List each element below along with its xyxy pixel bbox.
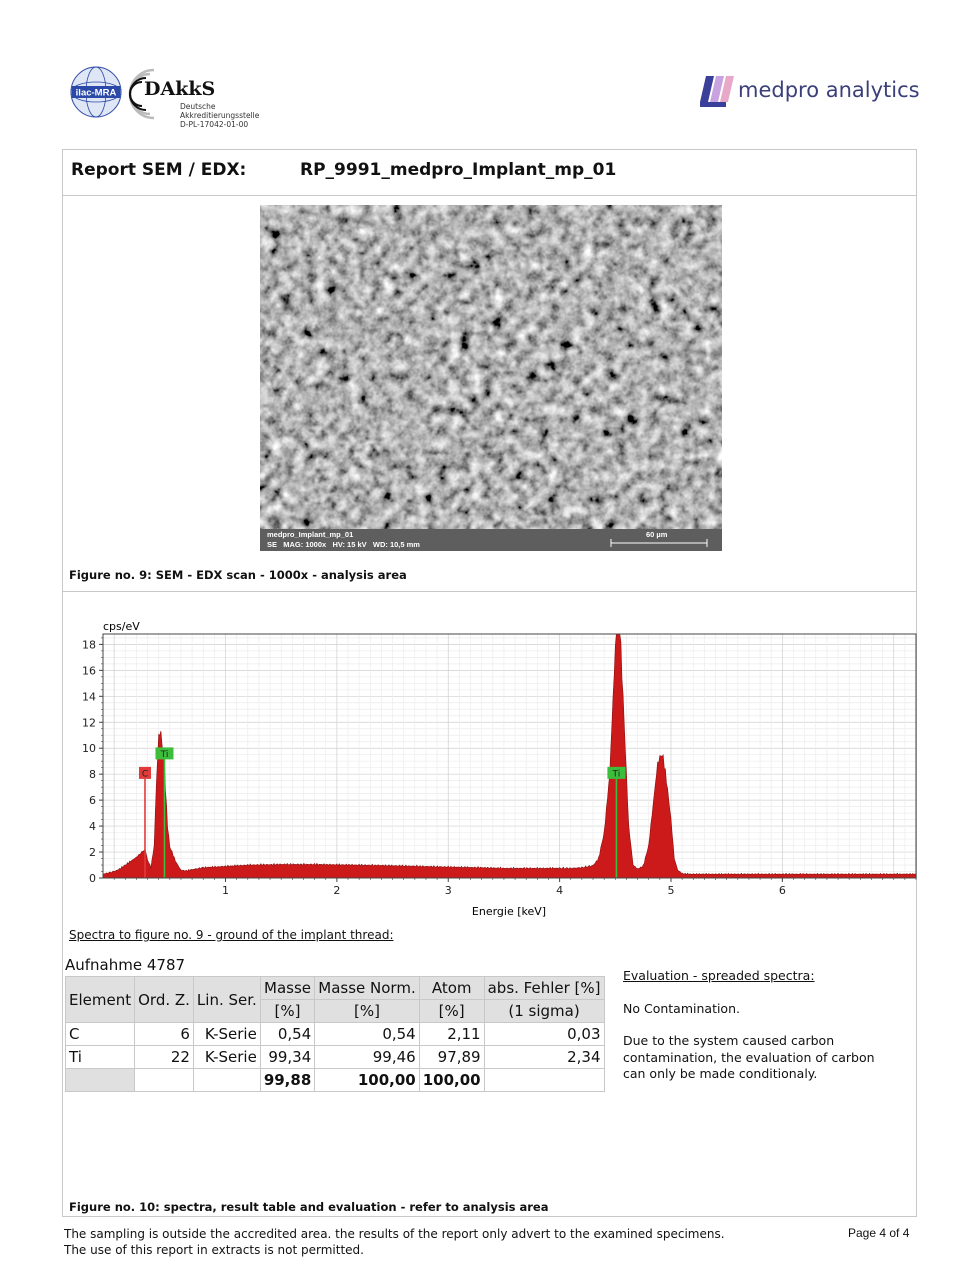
cell-masse: 99,34 — [260, 1046, 314, 1069]
y-tick-label: 18 — [82, 638, 96, 652]
sem-info-bar — [260, 529, 722, 551]
cell-total-masse-norm: 100,00 — [315, 1069, 419, 1092]
header-lin-ser: Lin. Ser. — [193, 977, 260, 1023]
header-masse-unit: [%] — [260, 1000, 314, 1023]
dakks-logo-text: DAkkS — [144, 78, 216, 100]
report-label: Report SEM / EDX: — [71, 160, 247, 180]
figure10-caption: Figure no. 10: spectra, result table and evaluation - refer to analysis area — [69, 1200, 549, 1214]
cell-masse: 0,54 — [260, 1023, 314, 1046]
report-id: RP_9991_medpro_Implant_mp_01 — [300, 160, 617, 180]
footer-line-2: The use of this report in extracts is not permitted. — [64, 1243, 364, 1257]
cell-total-empty — [135, 1069, 194, 1092]
cell-ord-z: 22 — [135, 1046, 194, 1069]
ilac-logo-text: ilac-MRA — [75, 87, 117, 99]
header-element: Element — [66, 977, 135, 1023]
cell-total-empty — [66, 1069, 135, 1092]
y-tick-label: 0 — [89, 872, 96, 885]
divider — [63, 195, 916, 196]
medpro-logo — [700, 74, 940, 110]
cell-masse-norm: 99,46 — [315, 1046, 419, 1069]
cell-ord-z: 6 — [135, 1023, 194, 1046]
y-tick-label: 12 — [82, 716, 96, 730]
y-tick-label: 10 — [82, 742, 96, 756]
cell-atom: 2,11 — [419, 1023, 484, 1046]
medpro-brand-text: medpro analytics — [738, 78, 920, 102]
marker-label: Ti — [160, 749, 169, 760]
medpro-logo-icon — [700, 74, 736, 108]
table-header-row — [66, 977, 605, 1000]
cell-abs-fehler: 2,34 — [484, 1046, 604, 1069]
sem-scale-bar — [610, 539, 708, 547]
cell-total-atom: 100,00 — [419, 1069, 484, 1092]
header-masse-norm-unit: [%] — [315, 1000, 419, 1023]
cell-total-masse: 99,88 — [260, 1069, 314, 1092]
cell-atom: 97,89 — [419, 1046, 484, 1069]
table-total-row — [66, 1069, 605, 1092]
header-masse-norm: Masse Norm. — [315, 977, 419, 1000]
header-abs-fehler-unit: (1 sigma) — [484, 1000, 604, 1023]
evaluation-title: Evaluation - spreaded spectra: — [623, 968, 815, 983]
x-tick-label: 1 — [222, 884, 230, 897]
evaluation-text-2: Due to the system caused carbon contamination, the evaluation of carbon can only be made conditionaly. — [623, 1033, 875, 1081]
cell-element: C — [66, 1023, 135, 1046]
sem-parameters: SE MAG: 1000x HV: 15 kV WD: 10,5 mm — [267, 540, 420, 549]
y-tick-label: 14 — [82, 690, 96, 704]
footer-line-1: The sampling is outside the accredited area. the results of the report only advert to the examined specimens. — [64, 1227, 725, 1241]
x-axis-label: Energie [keV] — [471, 905, 547, 918]
divider — [63, 591, 916, 592]
dakks-sub-1: Deutsche — [180, 102, 216, 111]
sem-image — [260, 205, 722, 551]
x-tick-label: 3 — [444, 884, 452, 897]
aufnahme-title: Aufnahme 4787 — [65, 956, 186, 974]
cell-masse-norm: 0,54 — [315, 1023, 419, 1046]
sem-sample-name: medpro_Implant_mp_01 — [267, 530, 354, 539]
table-row — [66, 1023, 605, 1046]
cell-element: Ti — [66, 1046, 135, 1069]
marker-label: C — [141, 769, 149, 780]
table-row — [66, 1046, 605, 1069]
ilac-mra-logo — [70, 66, 122, 118]
x-tick-label: 5 — [667, 884, 675, 897]
cell-total-empty — [484, 1069, 604, 1092]
header-atom-unit: [%] — [419, 1000, 484, 1023]
chart-grid — [103, 634, 916, 878]
sem-scale-label: 60 µm — [646, 530, 668, 539]
header-atom: Atom — [419, 977, 484, 1000]
y-tick-label: 4 — [89, 820, 96, 834]
y-tick-label: 6 — [89, 794, 96, 808]
header-abs-fehler: abs. Fehler [%] — [484, 977, 604, 1000]
page-number: Page 4 of 4 — [848, 1226, 910, 1240]
edx-spectrum-chart — [65, 613, 918, 923]
x-tick-label: 4 — [556, 884, 564, 897]
header-masse: Masse — [260, 977, 314, 1000]
evaluation-text-1: No Contamination. — [623, 1000, 740, 1016]
y-axis-label: cps/eV — [103, 620, 140, 633]
cell-total-empty — [193, 1069, 260, 1092]
dakks-logo — [128, 66, 268, 136]
footer-disclaimer — [64, 1226, 725, 1258]
y-tick-label: 8 — [89, 768, 96, 782]
spectra-caption: Spectra to figure no. 9 - ground of the implant thread: — [69, 928, 394, 942]
evaluation-block — [623, 968, 893, 1099]
y-tick-label: 16 — [82, 664, 96, 678]
dakks-sub-2: Akkreditierungsstelle — [180, 111, 260, 120]
cell-abs-fehler: 0,03 — [484, 1023, 604, 1046]
report-frame — [62, 149, 917, 1217]
x-tick-label: 6 — [778, 884, 786, 897]
cell-lin-ser: K-Serie — [193, 1046, 260, 1069]
result-table — [65, 976, 605, 1092]
cell-lin-ser: K-Serie — [193, 1023, 260, 1046]
y-tick-label: 2 — [89, 846, 96, 860]
figure9-caption: Figure no. 9: SEM - EDX scan - 1000x - analysis area — [69, 568, 407, 582]
x-tick-label: 2 — [333, 884, 341, 897]
marker-label: Ti — [612, 769, 621, 780]
header-ord-z: Ord. Z. — [135, 977, 194, 1023]
dakks-id: D-PL-17042-01-00 — [180, 120, 249, 129]
